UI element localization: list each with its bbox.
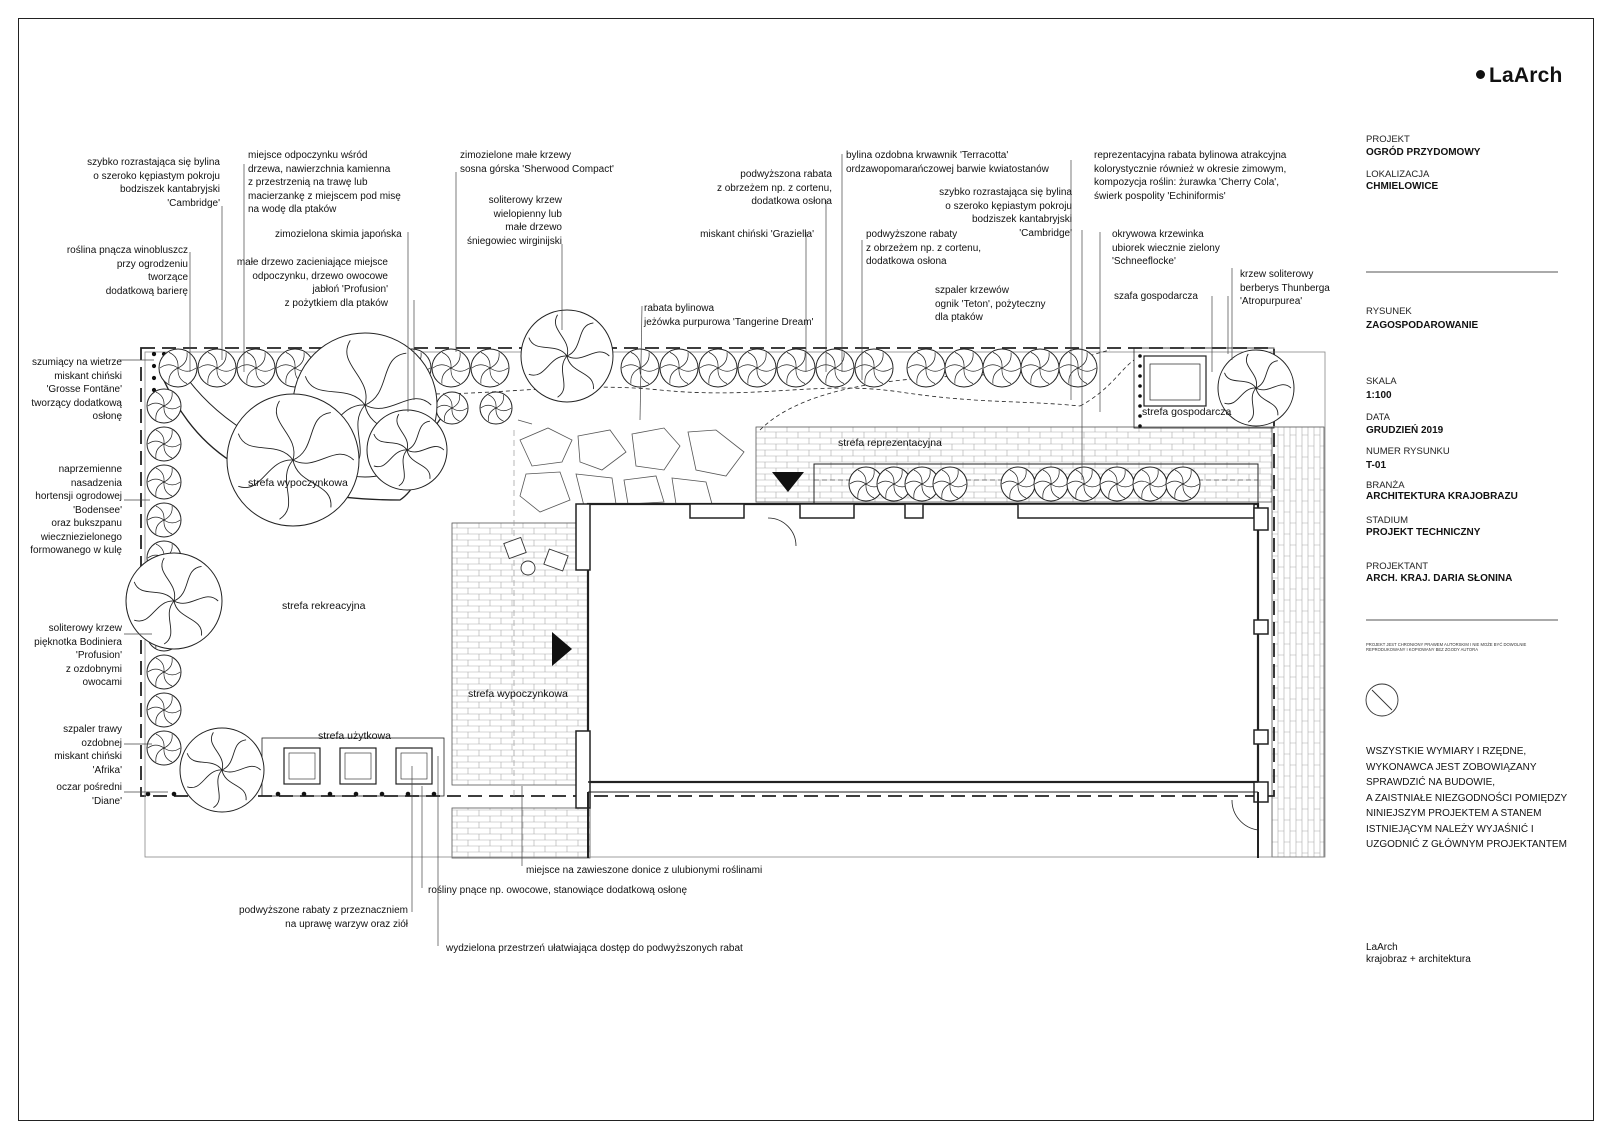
- annotation-miskant-graziella: miskant chiński 'Graziella': [700, 229, 814, 240]
- shrub-symbol: [933, 467, 967, 501]
- annotation-miskant-grosse: szumiący na wietrze miskant chiński 'Grosse Fontäne' tworzący dodatkową osłonę: [31, 357, 122, 422]
- raised-vegetable-beds: [262, 738, 444, 796]
- tb-value-skala: 1:100: [1366, 390, 1392, 401]
- house: [576, 504, 1268, 858]
- zone-label-wypoczynkowa-terrace: strefa wypoczynkowa: [468, 688, 568, 700]
- annotation-ubiorek: okrywowa krzewinka ubiorek wiecznie zielony 'Schneeflocke': [1112, 229, 1220, 267]
- shrub-symbol: [1100, 467, 1134, 501]
- tree-symbol: [521, 310, 613, 402]
- annotation-winobluszcz: roślina pnącza winobluszcz przy ogrodzeniu tworzące dodatkową barierę: [66, 245, 188, 297]
- shrub-symbol: [1034, 467, 1068, 501]
- shrub-symbol: [480, 392, 512, 424]
- annotation-hortensje: naprzemienne nasadzenia hortensji ogrodowej 'Bodensee' oraz bukszpanu wieczniezielonego formowanego w kulę: [30, 464, 122, 556]
- tb-value-lokalizacja: CHMIELOWICE: [1366, 181, 1439, 192]
- climber-dot: [1138, 424, 1142, 428]
- north-arrow-icon: [1366, 684, 1398, 716]
- shrub-symbol: [147, 427, 181, 461]
- shrub-symbol: [855, 349, 893, 387]
- zone-label-uzytkowa: strefa użytkowa: [318, 730, 391, 742]
- climber-dot: [1138, 364, 1142, 368]
- annotation-podwyzszone-rabaty-2: podwyższone rabaty z obrzeżem np. z cortenu, dodatkowa osłona: [866, 229, 982, 267]
- climber-dot: [302, 792, 307, 797]
- climber-dot: [152, 364, 156, 368]
- shrub-symbol: [147, 503, 181, 537]
- side-paving: [1272, 427, 1324, 857]
- tb-label-rysunek: RYSUNEK: [1366, 306, 1412, 317]
- tb-value-projektant: ARCH. KRAJ. DARIA SŁONINA: [1366, 573, 1513, 584]
- climber-dot: [152, 376, 156, 380]
- climber-dot: [1138, 394, 1142, 398]
- footer-brand: LaArch: [1366, 942, 1398, 953]
- tb-label-data: DATA: [1366, 412, 1390, 423]
- zone-label-reprezentacyjna: strefa reprezentacyjna: [838, 437, 942, 449]
- tb-value-rysunek: ZAGOSPODAROWANIE: [1366, 320, 1479, 331]
- tree-symbol: [227, 394, 359, 526]
- tb-label-stadium: STADIUM: [1366, 515, 1409, 526]
- annotation-male-drzewo: małe drzewo zacieniające miejsce odpoczynku, drzewo owocowe jabłoń 'Profusion' z pożytkiem dla ptaków: [236, 257, 388, 309]
- tb-label-lokalizacja: LOKALIZACJA: [1366, 169, 1430, 180]
- annotation-miskant-afrika: szpaler trawy ozdobnej miskant chiński 'Afrika': [54, 724, 122, 776]
- shrub-symbol: [983, 349, 1021, 387]
- tree-symbol: [126, 553, 222, 649]
- shrub-symbol: [436, 392, 468, 424]
- brand-logo: LaArch: [1476, 64, 1563, 88]
- tb-value-data: GRUDZIEŃ 2019: [1366, 425, 1444, 436]
- annotation-rabata-bylinowa: rabata bylinowa jeżówka purpurowa 'Tangerine Dream': [644, 303, 814, 328]
- climber-dot: [328, 792, 333, 797]
- shrub-symbol: [1133, 467, 1167, 501]
- climber-dot: [1138, 374, 1142, 378]
- annotation-pnace-owocowe: rośliny pnące np. owocowe, stanowiące dodatkową osłonę: [428, 885, 688, 896]
- stone-path: [518, 420, 744, 512]
- bottom-paving: [452, 808, 590, 858]
- shrub-symbol: [1001, 467, 1035, 501]
- shrub-symbol: [699, 349, 737, 387]
- annotation-oczar: oczar pośredni 'Diane': [56, 782, 122, 807]
- shrub-symbol: [1021, 349, 1059, 387]
- annotation-krwawnik: bylina ozdobna krwawnik 'Terracotta' ordzawopomarańczowej barwie kwiatostanów: [846, 150, 1049, 175]
- tb-value-branza: ARCHITEKTURA KRAJOBRAZU: [1366, 491, 1518, 502]
- footer-tagline: krajobraz + architektura: [1366, 954, 1471, 965]
- shrub-symbol: [159, 349, 197, 387]
- zone-label-gospodarcza: strefa gospodarcza: [1142, 406, 1232, 418]
- shrub-symbol: [1067, 467, 1101, 501]
- annotation-donice: miejsce na zawieszone donice z ulubionymi roślinami: [526, 865, 763, 876]
- annotation-szpaler-ognik: szpaler krzewów ognik 'Teton', pożyteczny dla ptaków: [935, 285, 1046, 323]
- climber-dot: [172, 792, 177, 797]
- annotation-pieknotka: soliterowy krzew pięknotka Bodiniera 'Profusion' z ozdobnymi owocami: [34, 623, 122, 688]
- annotation-bodziszek-right: szybko rozrastająca się bylina o szeroko kępiastym pokroju bodziszek kantabryjski 'Cambridge': [939, 187, 1072, 239]
- tb-value-projekt: OGRÓD PRZYDOMOWY: [1366, 147, 1481, 158]
- annotation-miejsce-odpoczynku: miejsce odpoczynku wśród drzewa, nawierzchnia kamienna z przestrzenią na trawę lub macierzankę z miejscem pod misę na wodę dla ptaków: [248, 150, 401, 215]
- tree-symbol: [180, 728, 264, 812]
- annotation-berberys: krzew soliterowy berberys Thunberga 'Atropurpurea': [1240, 269, 1330, 307]
- annotation-reprezentacyjna-rabata: reprezentacyjna rabata bylinowa atrakcyjna kolorystycznie również w okresie zimowym, kompozycja roślin: żurawka 'Cherry Cola', świerk pospolity 'Echiniformis': [1094, 150, 1287, 202]
- logo-dot-icon: [1476, 70, 1485, 79]
- climber-dot: [406, 792, 411, 797]
- shrub-symbol: [621, 349, 659, 387]
- shrub-symbol: [777, 349, 815, 387]
- annotation-zimozielona-skimia: zimozielona skimia japońska: [275, 229, 402, 240]
- shrub-symbol: [816, 349, 854, 387]
- contractor-notice: WSZYSTKIE WYMIARY I RZĘDNE, WYKONAWCA JEST ZOBOWIĄZANY SPRAWDZIĆ NA BUDOWIE, A ZAISTNIAŁE NIEZGODNOŚCI POMIĘDZY NINIEJSZYM PROJEKTEM A STANEM ISTNIEJĄCYM NALEŻY WYJAŚNIĆ I UZGODNIĆ Z GŁÓWNYM PROJEKTANTEM: [1366, 746, 1568, 850]
- climber-dot: [1138, 384, 1142, 388]
- shrub-symbol: [147, 465, 181, 499]
- zone-label-wypoczynkowa: strefa wypoczynkowa: [248, 477, 348, 489]
- shrub-symbol: [432, 349, 470, 387]
- annotation-zimozielone-krzewy: zimozielone małe krzewy sosna górska 'Sherwood Compact': [460, 150, 614, 175]
- climber-dot: [152, 352, 156, 356]
- annotation-warzywa: podwyższone rabaty z przeznaczniem na uprawę warzyw oraz ziół: [239, 905, 408, 930]
- shrub-symbol: [237, 349, 275, 387]
- shrub-symbol: [945, 349, 983, 387]
- climber-dot: [146, 792, 151, 797]
- tb-value-numer: T-01: [1366, 460, 1387, 471]
- shrub-symbol: [198, 349, 236, 387]
- shrub-symbol: [147, 731, 181, 765]
- climber-dot: [1138, 354, 1142, 358]
- climber-dot: [354, 792, 359, 797]
- shrub-symbol: [147, 389, 181, 423]
- shrub-symbol: [1059, 349, 1097, 387]
- annotation-bodziszek-left: szybko rozrastająca się bylina o szeroko kępiastym pokroju bodziszek kantabryjski 'Cambridge': [87, 157, 220, 209]
- shrub-symbol: [471, 349, 509, 387]
- shrub-symbol: [738, 349, 776, 387]
- shrub-symbol: [147, 693, 181, 727]
- shrub-symbol: [147, 655, 181, 689]
- shrub-symbol: [907, 349, 945, 387]
- shrub-symbol: [660, 349, 698, 387]
- annotation-podwyzszona-rabata-1: podwyższona rabata z obrzeżem np. z cortenu, dodatkowa osłona: [716, 169, 832, 207]
- tb-label-projekt: PROJEKT: [1366, 134, 1410, 145]
- terrace-paving: [452, 523, 590, 785]
- annotation-soliterowy-krzew: soliterowy krzew wielopienny lub małe drzewo śniegowiec wirginijski: [466, 195, 562, 247]
- tb-value-stadium: PROJEKT TECHNICZNY: [1366, 527, 1481, 538]
- tb-label-numer: NUMER RYSUNKU: [1366, 446, 1450, 457]
- zone-label-rekreacyjna: strefa rekreacyjna: [282, 600, 366, 612]
- tb-label-branza: BRANŻA: [1366, 480, 1405, 491]
- tb-label-projektant: PROJEKTANT: [1366, 561, 1429, 572]
- annotation-szafa: szafa gospodarcza: [1114, 291, 1198, 302]
- shrub-symbol: [1166, 467, 1200, 501]
- copyright-note: PROJEKT JEST CHRONIONY PRAWEM AUTORSKIM I NIE MOŻE BYĆ DOWOLNIE REPRODUKOWANY I KOPIOWANY BEZ ZGODY AUTORA: [1366, 642, 1527, 653]
- tb-label-skala: SKALA: [1366, 376, 1397, 387]
- tree-symbol: [367, 410, 447, 490]
- climber-dot: [276, 792, 281, 797]
- climber-dot: [380, 792, 385, 797]
- climber-dot: [432, 792, 437, 797]
- annotation-przestrzen: wydzielona przestrzeń ułatwiająca dostęp do podwyższonych rabat: [446, 943, 743, 954]
